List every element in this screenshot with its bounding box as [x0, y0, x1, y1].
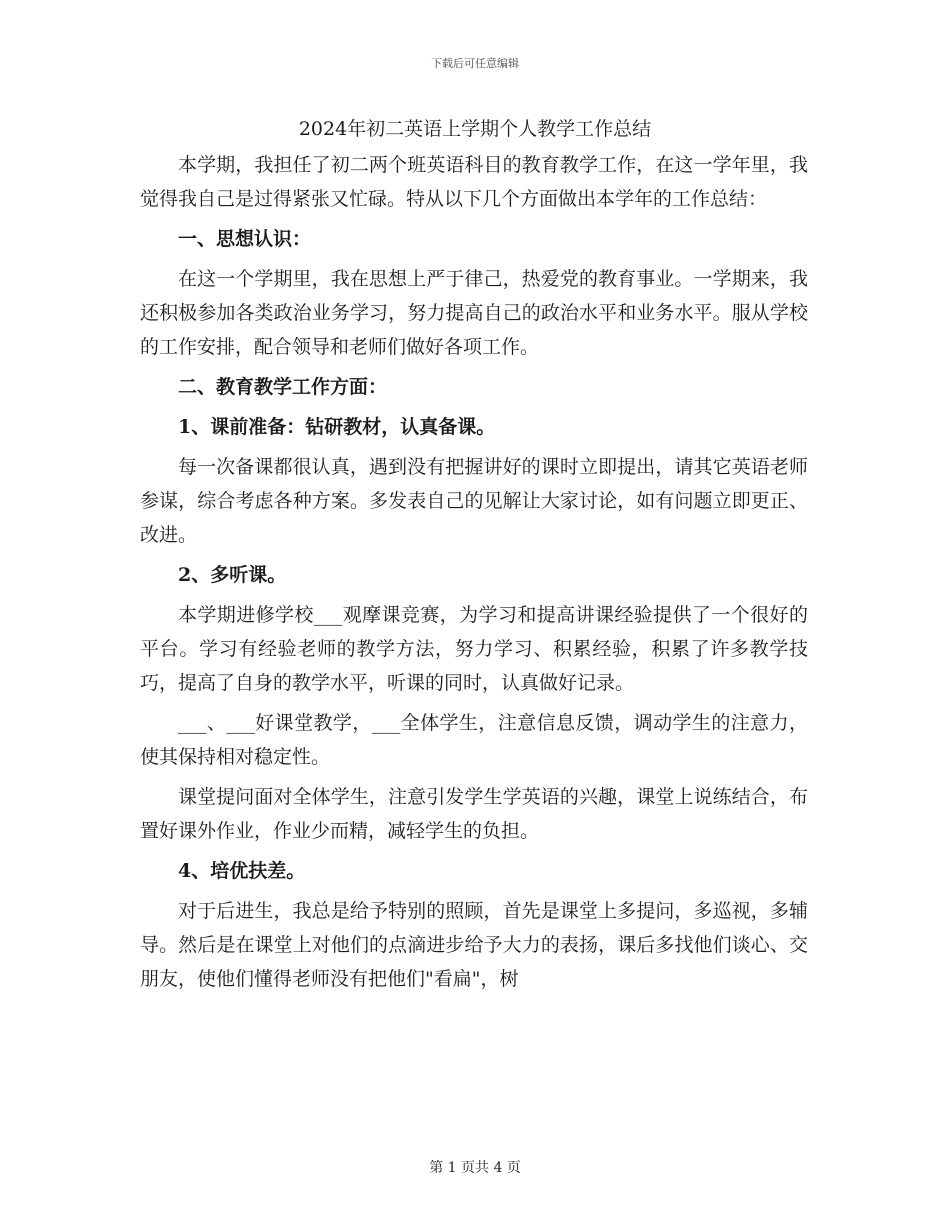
heading-section-1: 一、思想认识： — [178, 228, 312, 250]
paragraph-classroom: ___、___好课堂教学，___全体学生，注意信息反馈，调动学生的注意力，使其保持相对稳定性。 — [140, 712, 808, 768]
paragraph-preparation: 每一次备课都很认真，遇到没有把握讲好的课时立即提出，请其它英语老师参谋，综合考虑各种方案。多发表自己的见解让大家讨论，如有问题立即更正、改进。 — [140, 456, 808, 546]
document-body — [140, 148, 808, 1002]
heading-section-2: 二、教育教学工作方面： — [178, 376, 388, 398]
paragraph-ideology: 在这一个学期里，我在思想上严于律己，热爱党的教育事业。一学期来，我还积极参加各类政治业务学习，努力提高自己的政治水平和业务水平。服从学校的工作安排，配合领导和老师们做好各项工作。 — [140, 268, 808, 358]
paragraph-intro: 本学期，我担任了初二两个班英语科目的教育教学工作，在这一学年里，我觉得我自己是过得紧张又忙碌。特从以下几个方面做出本学年的工作总结： — [140, 154, 808, 210]
page-footer: 第 1 页共 4 页 — [429, 1160, 521, 1176]
heading-subsection-2: 2、多听课。 — [178, 564, 287, 586]
heading-subsection-1: 1、课前准备：钻研教材，认真备课。 — [178, 416, 496, 438]
paragraph-questions: 课堂提问面对全体学生，注意引发学生学英语的兴趣，课堂上说练结合，布置好课外作业，作业少而精，减轻学生的负担。 — [140, 786, 808, 842]
paragraph-support: 对于后进生，我总是给予特别的照顾，首先是课堂上多提问，多巡视，多辅导。然后是在课堂上对他们的点滴进步给予大力的表扬，课后多找他们谈心、交朋友，使他们懂得老师没有把他们"看扁"，树 — [140, 900, 808, 990]
paragraph-observation: 本学期进修学校___观摩课竞赛，为学习和提高讲课经验提供了一个很好的平台。学习有经验老师的教学方法，努力学习、积累经验，积累了许多教学技巧，提高了自身的教学水平，听课的同时，认真做好记录。 — [140, 604, 808, 694]
page-header: 下载后可任意编辑 — [431, 57, 519, 70]
heading-subsection-4: 4、培优扶差。 — [178, 860, 306, 882]
document-title: 2024年初二英语上学期个人教学工作总结 — [298, 118, 652, 140]
